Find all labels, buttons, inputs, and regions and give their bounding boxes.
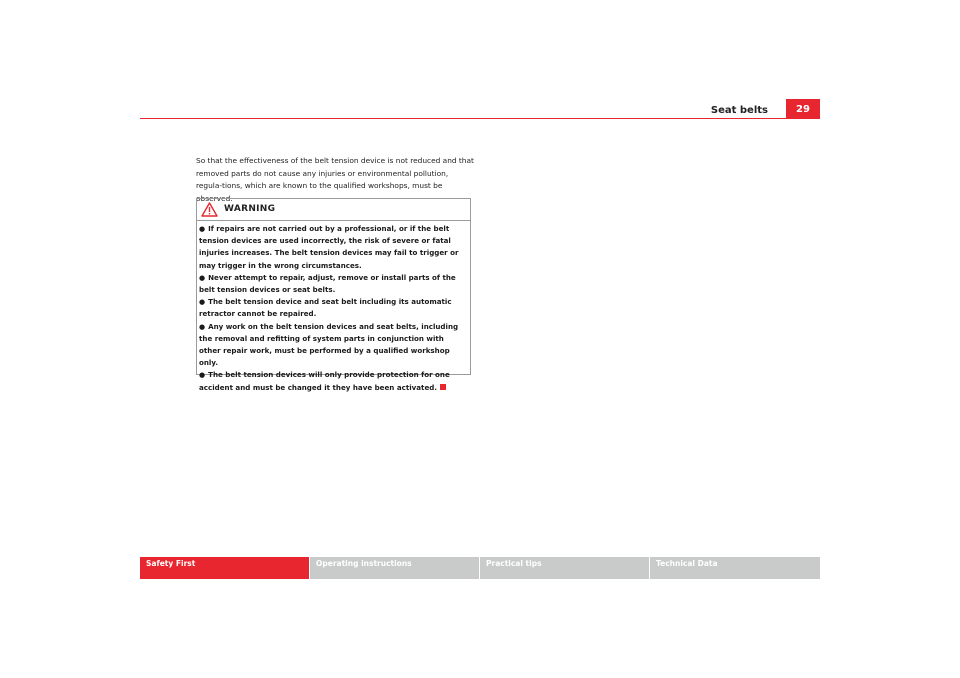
- bullet-icon: ●: [199, 298, 206, 307]
- warning-item-text: The belt tension device and seat belt including its automatic retractor cannot be repaired.: [199, 297, 452, 319]
- tab-technical-data[interactable]: Technical Data: [650, 557, 820, 579]
- warning-label: WARNING: [224, 204, 276, 214]
- bullet-icon: ●: [199, 371, 206, 380]
- bullet-icon: ●: [199, 225, 206, 233]
- warning-item: [199, 223, 467, 272]
- warning-box: [196, 198, 471, 392]
- warning-item: [199, 321, 467, 370]
- warning-header: [197, 199, 470, 221]
- warning-item-text: Never attempt to repair, adjust, remove or install parts of the belt tension devices or seat belts.: [199, 272, 456, 295]
- warning-body: [197, 221, 470, 394]
- warning-item-text: If repairs are not carried out by a professional, or if the belt tension devices are used incorrectly, the risk of severe or fatal injuries increases. The belt tension devices may fail to trigger or may trigger in the wrong circumstances.: [199, 224, 459, 270]
- section-end-square-icon: [440, 384, 446, 390]
- bullet-icon: ●: [199, 273, 206, 282]
- header-divider: [140, 118, 820, 119]
- warning-item: [199, 296, 467, 320]
- section-title: Seat belts: [710, 105, 768, 116]
- warning-item-text: Any work on the belt tension devices and seat belts, including the removal and refitting of system parts in conjunction with other repair work, must be performed by a qualified workshop only.: [199, 321, 459, 368]
- warning-item: [199, 369, 467, 393]
- bullet-icon: ●: [199, 322, 206, 331]
- warning-item-text: The belt tension devices will only provide protection for one accident and must be changed it they have been activated.: [199, 370, 450, 392]
- intro-paragraph: So that the effectiveness of the belt tension device is not reduced and that removed parts do not cause any injuries or environmental pollution, regula-tions, which are known to the qualified workshops, must be observed.: [196, 156, 474, 203]
- page-number: 29: [786, 99, 820, 119]
- warning-triangle-icon: [201, 202, 218, 217]
- tab-safety-first[interactable]: Safety First: [140, 557, 309, 579]
- tab-practical-tips[interactable]: Practical tips: [480, 557, 649, 579]
- tab-operating-instructions[interactable]: Operating instructions: [310, 557, 479, 579]
- warning-item: [199, 272, 467, 296]
